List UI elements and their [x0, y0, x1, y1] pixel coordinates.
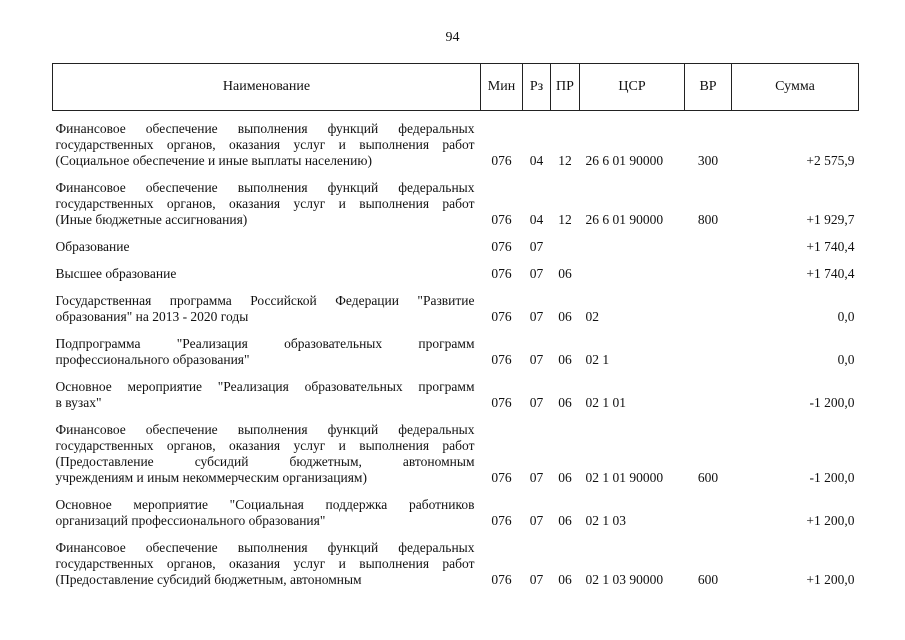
row-name-line: Финансовое обеспечение выполнения функций федеральных [55, 121, 475, 136]
row-vr [685, 285, 732, 328]
row-vr [685, 258, 732, 285]
row-name-line: Финансовое обеспечение выполнения функций федеральных [55, 422, 475, 437]
header-rz: Рз [523, 64, 551, 111]
row-vr: 300 [697, 153, 719, 168]
row-csr: 02 1 01 [585, 395, 626, 410]
row-name [53, 371, 481, 414]
row-sum: +1 200,0 [806, 572, 855, 587]
row-csr [580, 258, 685, 285]
row-name-line: государственных органов, оказания услуг и выполнения работ [55, 137, 475, 152]
header-name: Наименование [53, 64, 481, 111]
header-csr: ЦСР [580, 64, 685, 111]
row-name-line: Финансовое обеспечение выполнения функций федеральных [55, 180, 475, 195]
row-csr: 26 6 01 90000 [585, 212, 664, 227]
row-pr: 06 [558, 572, 572, 587]
table-row [53, 371, 859, 414]
row-name-line: Финансовое обеспечение выполнения функций федеральных [55, 540, 475, 555]
table-row [53, 231, 859, 258]
row-name-line: профессионального образования" [55, 352, 250, 367]
table-row [53, 489, 859, 532]
row-rz: 07 [529, 309, 544, 324]
row-rz: 07 [529, 395, 544, 410]
row-name-line: Государственная программа Российской Федерации "Развитие [55, 293, 475, 308]
row-name-line: государственных органов, оказания услуг и выполнения работ [55, 438, 475, 453]
row-rz: 07 [529, 266, 544, 281]
row-csr: 02 1 [585, 352, 610, 367]
row-pr [551, 231, 580, 258]
row-sum: +1 200,0 [806, 513, 855, 528]
row-name-line: государственных органов, оказания услуг и выполнения работ [55, 556, 475, 571]
row-name [53, 532, 481, 591]
row-rz: 07 [529, 572, 544, 587]
row-sum: +2 575,9 [806, 153, 855, 168]
table-row [53, 111, 859, 173]
row-min: 076 [491, 239, 512, 254]
row-pr: 06 [558, 395, 572, 410]
table-row [53, 285, 859, 328]
row-name-line: в вузах" [55, 395, 102, 410]
row-sum: +1 929,7 [806, 212, 855, 227]
row-sum: +1 740,4 [806, 239, 855, 254]
row-name-line: Основное мероприятие "Социальная поддержка работников [55, 497, 475, 512]
budget-table [52, 63, 859, 591]
row-vr: 800 [697, 212, 719, 227]
row-name-line: (Социальное обеспечение и иные выплаты населению) [55, 153, 372, 168]
row-vr: 600 [697, 572, 719, 587]
row-csr: 02 1 03 [585, 513, 626, 528]
row-min: 076 [491, 470, 512, 485]
row-vr [685, 371, 732, 414]
row-name-line: образования" на 2013 - 2020 годы [55, 309, 249, 324]
table-body [53, 111, 859, 592]
row-sum: -1 200,0 [809, 470, 855, 485]
row-csr: 02 1 03 90000 [585, 572, 664, 587]
row-name-line: Подпрограмма "Реализация образовательных программ [55, 336, 475, 351]
row-rz: 07 [529, 470, 544, 485]
table-row [53, 258, 859, 285]
row-sum: 0,0 [837, 309, 855, 324]
row-name [53, 258, 481, 285]
header-pr: ПР [551, 64, 580, 111]
row-name-line: Основное мероприятие "Реализация образовательных программ [55, 379, 475, 394]
row-name [53, 414, 481, 489]
row-name-line: Высшее образование [55, 266, 177, 281]
row-csr: 02 [585, 309, 599, 324]
row-min: 076 [491, 266, 512, 281]
row-min: 076 [491, 212, 512, 227]
row-pr: 06 [558, 470, 572, 485]
table-header [53, 64, 859, 111]
row-name-line: государственных органов, оказания услуг и выполнения работ [55, 196, 475, 211]
row-pr: 12 [558, 212, 572, 227]
row-sum: -1 200,0 [809, 395, 855, 410]
row-rz: 07 [529, 239, 544, 254]
row-csr: 02 1 01 90000 [585, 470, 664, 485]
row-name-line: (Иные бюджетные ассигнования) [55, 212, 248, 227]
row-csr [580, 231, 685, 258]
row-vr [685, 328, 732, 371]
row-min: 076 [491, 513, 512, 528]
row-vr [685, 231, 732, 258]
header-sum: Сумма [732, 64, 859, 111]
table-row [53, 172, 859, 231]
row-sum: 0,0 [837, 352, 855, 367]
row-name [53, 231, 481, 258]
page-number: 94 [445, 30, 460, 45]
table-row [53, 328, 859, 371]
row-min: 076 [491, 153, 512, 168]
row-pr: 06 [558, 309, 572, 324]
row-name-line: (Предоставление субсидий бюджетным, автономным [55, 572, 362, 587]
row-name [53, 489, 481, 532]
row-min: 076 [491, 395, 512, 410]
row-min: 076 [491, 572, 512, 587]
row-name-line: Образование [55, 239, 130, 254]
row-rz: 07 [529, 513, 544, 528]
row-name [53, 328, 481, 371]
header-vr: ВР [685, 64, 732, 111]
header-min: Мин [481, 64, 523, 111]
row-pr: 06 [558, 266, 572, 281]
row-name-line: учреждениям и иным некоммерческим организациям) [55, 470, 367, 485]
row-pr: 06 [558, 513, 572, 528]
table-row [53, 414, 859, 489]
row-csr: 26 6 01 90000 [585, 153, 664, 168]
row-vr [685, 489, 732, 532]
row-rz: 04 [529, 153, 544, 168]
row-name [53, 172, 481, 231]
row-vr: 600 [697, 470, 719, 485]
row-sum: +1 740,4 [806, 266, 855, 281]
row-min: 076 [491, 352, 512, 367]
table-row [53, 532, 859, 591]
row-name-line: (Предоставление субсидий бюджетным, автономным [55, 454, 475, 469]
row-name [53, 111, 481, 173]
row-name [53, 285, 481, 328]
row-rz: 04 [529, 212, 544, 227]
row-rz: 07 [529, 352, 544, 367]
row-pr: 06 [558, 352, 572, 367]
row-pr: 12 [558, 153, 572, 168]
row-name-line: организаций профессионального образования" [55, 513, 326, 528]
row-min: 076 [491, 309, 512, 324]
